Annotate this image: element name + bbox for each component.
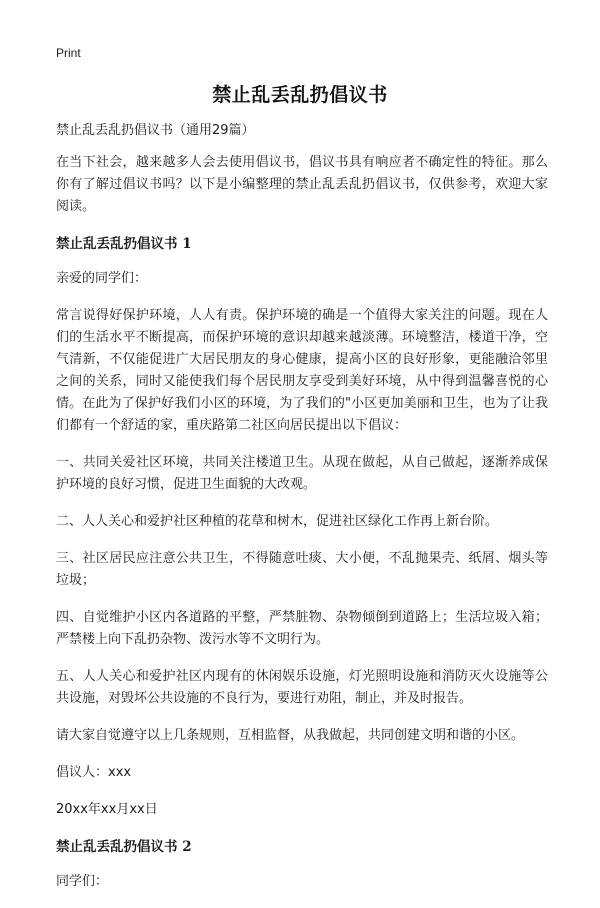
signer-line: 倡议人：xxx	[56, 765, 132, 780]
page-title: 禁止乱丢乱扔倡议书	[212, 84, 388, 106]
proposal-item-4: 四、自觉维护小区内各道路的平整，严禁脏物、杂物倾倒到道路上；生活垃圾入箱；严禁楼上向下乱扔杂物、泼污水等不文明行为。	[56, 610, 548, 647]
section-2-heading: 禁止乱丢乱扔倡议书 2	[56, 839, 192, 855]
proposal-item-3: 三、社区居民应注意公共卫生，不得随意吐痰、大小便，不乱抛果壳、纸屑、烟头等垃圾；	[56, 551, 548, 588]
print-label[interactable]: Print	[56, 46, 81, 60]
document-subtitle: 禁止乱丢乱扔倡议书（通用29篇）	[56, 123, 255, 138]
proposal-item-5: 五、人人关心和爱护社区内现有的休闲娱乐设施，灯光照明设施和消防灭火设施等公共设施，对毁坏公共设施的不良行为，要进行劝阻，制止，并及时报告。	[56, 669, 548, 706]
section-1-heading: 禁止乱丢乱扔倡议书 1	[56, 236, 192, 252]
closing-paragraph: 请大家自觉遵守以上几条规则，互相监督，从我做起，共同创建文明和谐的小区。	[56, 728, 525, 743]
section-1-body: 常言说得好保护环境，人人有责。保护环境的确是一个值得大家关注的问题。现在人们的生活水平不断提高，而保护环境的意识却越来越淡薄。环境整洁，楼道干净，空气清新，不仅能促进广大居民朋友的身心健康，提高小区的良好形象，更能融洽邻里之间的关系，同时又能使我们每个居民朋友享受到美好环境，从中得到温馨喜悦的心情。在此为了保护好我们小区的环境，为了我们的"小区更加美丽和卫生，也为了让我们都有一个舒适的家，重庆路第二社区向居民提出以下倡议：	[56, 308, 548, 433]
proposal-item-2: 二、人人关心和爱护社区种植的花草和树木，促进社区绿化工作再上新台阶。	[56, 514, 499, 529]
intro-paragraph: 在当下社会，越来越多人会去使用倡议书，倡议书具有响应者不确定性的特征。那么你有了解过倡议书吗？以下是小编整理的禁止乱丢乱扔倡议书，仅供参考，欢迎大家阅读。	[56, 155, 548, 214]
section-2-greeting: 同学们：	[56, 874, 109, 889]
proposal-item-1: 一、共同关爱社区环境，共同关注楼道卫生。从现在做起，从自己做起，逐渐养成保护环境的良好习惯，促进卫生面貌的大改观。	[56, 455, 548, 492]
document-body	[56, 120, 548, 908]
section-1-greeting: 亲爱的同学们：	[56, 271, 148, 286]
date-line: 20xx年xx月xx日	[56, 802, 158, 817]
